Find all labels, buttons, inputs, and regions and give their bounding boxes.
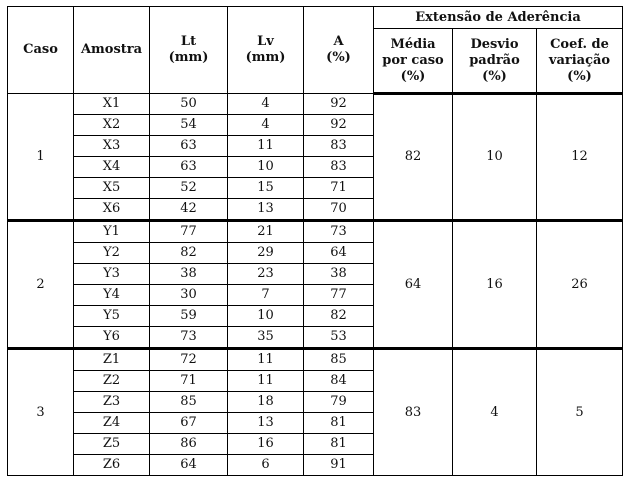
cell-amostra: Z2 xyxy=(74,371,150,392)
cell-lt: 63 xyxy=(150,157,228,178)
adherence-table xyxy=(7,6,623,476)
cell-lt: 77 xyxy=(150,221,228,243)
cell-lt: 42 xyxy=(150,199,228,221)
cell-media: 83 xyxy=(374,349,453,476)
header-caso: Caso xyxy=(8,7,74,94)
header-a: A (%) xyxy=(304,7,374,94)
cell-amostra: Y4 xyxy=(74,285,150,306)
cell-lv: 11 xyxy=(228,136,304,157)
cell-media: 82 xyxy=(374,94,453,221)
cell-a: 83 xyxy=(304,136,374,157)
table-row xyxy=(8,349,623,371)
cell-lv: 11 xyxy=(228,349,304,371)
cell-lv: 15 xyxy=(228,178,304,199)
cell-lt: 59 xyxy=(150,306,228,327)
cell-amostra: Z1 xyxy=(74,349,150,371)
cell-amostra: Y2 xyxy=(74,243,150,264)
cell-lv: 10 xyxy=(228,306,304,327)
cell-lt: 63 xyxy=(150,136,228,157)
cell-a: 92 xyxy=(304,115,374,136)
cell-a: 64 xyxy=(304,243,374,264)
cell-amostra: X5 xyxy=(74,178,150,199)
cell-coef: 12 xyxy=(537,94,623,221)
cell-amostra: X1 xyxy=(74,94,150,115)
header-amostra: Amostra xyxy=(74,7,150,94)
cell-lt: 86 xyxy=(150,434,228,455)
header-lv: Lv (mm) xyxy=(228,7,304,94)
cell-lv: 16 xyxy=(228,434,304,455)
cell-lt: 71 xyxy=(150,371,228,392)
cell-amostra: X6 xyxy=(74,199,150,221)
table-container xyxy=(7,6,623,476)
cell-a: 92 xyxy=(304,94,374,115)
cell-amostra: X3 xyxy=(74,136,150,157)
table-row xyxy=(8,94,623,115)
cell-lv: 13 xyxy=(228,199,304,221)
cell-lt: 52 xyxy=(150,178,228,199)
cell-lv: 29 xyxy=(228,243,304,264)
cell-amostra: Y5 xyxy=(74,306,150,327)
cell-a: 85 xyxy=(304,349,374,371)
cell-a: 53 xyxy=(304,327,374,349)
cell-lv: 4 xyxy=(228,115,304,136)
cell-lt: 72 xyxy=(150,349,228,371)
cell-caso: 2 xyxy=(8,221,74,349)
cell-lt: 64 xyxy=(150,455,228,476)
cell-a: 71 xyxy=(304,178,374,199)
cell-amostra: Z3 xyxy=(74,392,150,413)
cell-media: 64 xyxy=(374,221,453,349)
cell-coef: 5 xyxy=(537,349,623,476)
cell-a: 81 xyxy=(304,434,374,455)
cell-amostra: Z5 xyxy=(74,434,150,455)
cell-lv: 23 xyxy=(228,264,304,285)
header-desvio: Desvio padrão (%) xyxy=(453,29,537,94)
cell-lt: 73 xyxy=(150,327,228,349)
cell-a: 82 xyxy=(304,306,374,327)
cell-lv: 7 xyxy=(228,285,304,306)
cell-a: 91 xyxy=(304,455,374,476)
cell-caso: 1 xyxy=(8,94,74,221)
cell-amostra: X4 xyxy=(74,157,150,178)
cell-a: 70 xyxy=(304,199,374,221)
cell-amostra: Y1 xyxy=(74,221,150,243)
cell-lt: 38 xyxy=(150,264,228,285)
cell-lv: 13 xyxy=(228,413,304,434)
cell-coef: 26 xyxy=(537,221,623,349)
header-media: Média por caso (%) xyxy=(374,29,453,94)
cell-lv: 11 xyxy=(228,371,304,392)
cell-lt: 67 xyxy=(150,413,228,434)
cell-lv: 6 xyxy=(228,455,304,476)
cell-a: 73 xyxy=(304,221,374,243)
cell-amostra: Y3 xyxy=(74,264,150,285)
header-lt: Lt (mm) xyxy=(150,7,228,94)
table-row xyxy=(8,221,623,243)
table-body xyxy=(8,94,623,476)
cell-lv: 21 xyxy=(228,221,304,243)
cell-a: 83 xyxy=(304,157,374,178)
cell-amostra: Y6 xyxy=(74,327,150,349)
cell-amostra: Z6 xyxy=(74,455,150,476)
cell-desvio: 4 xyxy=(453,349,537,476)
cell-a: 77 xyxy=(304,285,374,306)
cell-lt: 82 xyxy=(150,243,228,264)
cell-lt: 85 xyxy=(150,392,228,413)
cell-desvio: 16 xyxy=(453,221,537,349)
cell-lt: 50 xyxy=(150,94,228,115)
cell-amostra: Z4 xyxy=(74,413,150,434)
cell-a: 84 xyxy=(304,371,374,392)
header-extensao-aderencia: Extensão de Aderência xyxy=(374,7,623,29)
table-header xyxy=(8,7,623,94)
cell-a: 79 xyxy=(304,392,374,413)
cell-lt: 30 xyxy=(150,285,228,306)
cell-a: 38 xyxy=(304,264,374,285)
cell-a: 81 xyxy=(304,413,374,434)
cell-caso: 3 xyxy=(8,349,74,476)
cell-desvio: 10 xyxy=(453,94,537,221)
cell-amostra: X2 xyxy=(74,115,150,136)
cell-lv: 18 xyxy=(228,392,304,413)
cell-lv: 35 xyxy=(228,327,304,349)
cell-lv: 10 xyxy=(228,157,304,178)
cell-lv: 4 xyxy=(228,94,304,115)
cell-lt: 54 xyxy=(150,115,228,136)
header-coef: Coef. de variação (%) xyxy=(537,29,623,94)
